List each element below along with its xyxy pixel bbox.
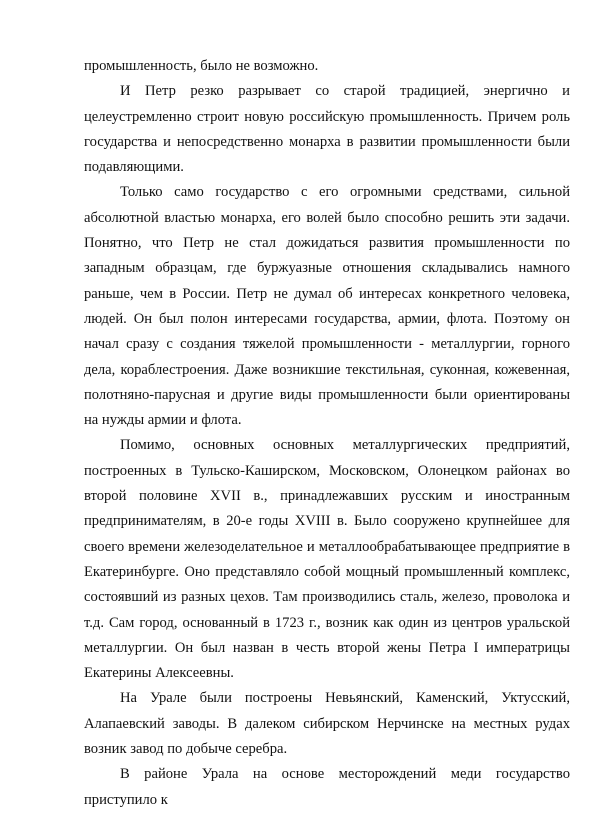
paragraph-peter-breaks-tradition: И Петр резко разрывает со старой традицией, энергично и целеустремленно строит новую российскую промышленность. Причем роль государства и непосредственно монарха в развитии промышленности были подавляющими. [84, 83, 570, 176]
paragraph-copper-deposits: В районе Урала на основе месторождений меди государство приступило к [84, 766, 570, 808]
paragraph-state-power: Только само государство с его огромными средствами, сильной абсолютной властью монарха, его волей было способно решить эти задачи. Понятно, что Петр не стал дожидаться развития промышленности по западным образцам, где буржуазные отношения складывались намного раньше, чем в России. Петр не думал об интересах конкретного человека, людей. Он был полон интересами государства, армии, флота. Поэтому он начал сразу с создания тяжелой промышленности - металлургии, горного дела, кораблестроения. Даже возникшие текстильная, суконная, кожевенная, полотняно-парусная и другие виды промышленности были ориентированы на нужды армии и флота. [84, 184, 570, 429]
paragraph-ural-factories: На Урале были построены Невьянский, Каменский, Уктусский, Алапаевский заводы. В далеком сибирском Нерчинске на местных рудах возник завод по добыче серебра. [84, 690, 570, 758]
paragraph-continuation: промышленность, было не возможно. [84, 58, 319, 74]
paragraph-metallurgy-enterprises: Помимо, основных основных металлургических предприятий, построенных в Тульско-Каширском, Московском, Олонецком районах во второй половине XVII в., принадлежавших русским и иностранным предпринимателям, в 20-е годы XVIII в. Было сооружено крупнейшее для своего времени железоделательное и металлообрабатывающее предприятие в Екатеринбурге. Оно представляло собой мощный промышленный комплекс, состоявший из разных цехов. Там производились сталь, железо, проволока и т.д. Сам город, основанный в 1723 г., возник как один из центров уральской металлургии. Он был назван в честь второй жены Петра I императрицы Екатерины Алексеевны. [84, 437, 570, 682]
document-body [84, 54, 570, 813]
